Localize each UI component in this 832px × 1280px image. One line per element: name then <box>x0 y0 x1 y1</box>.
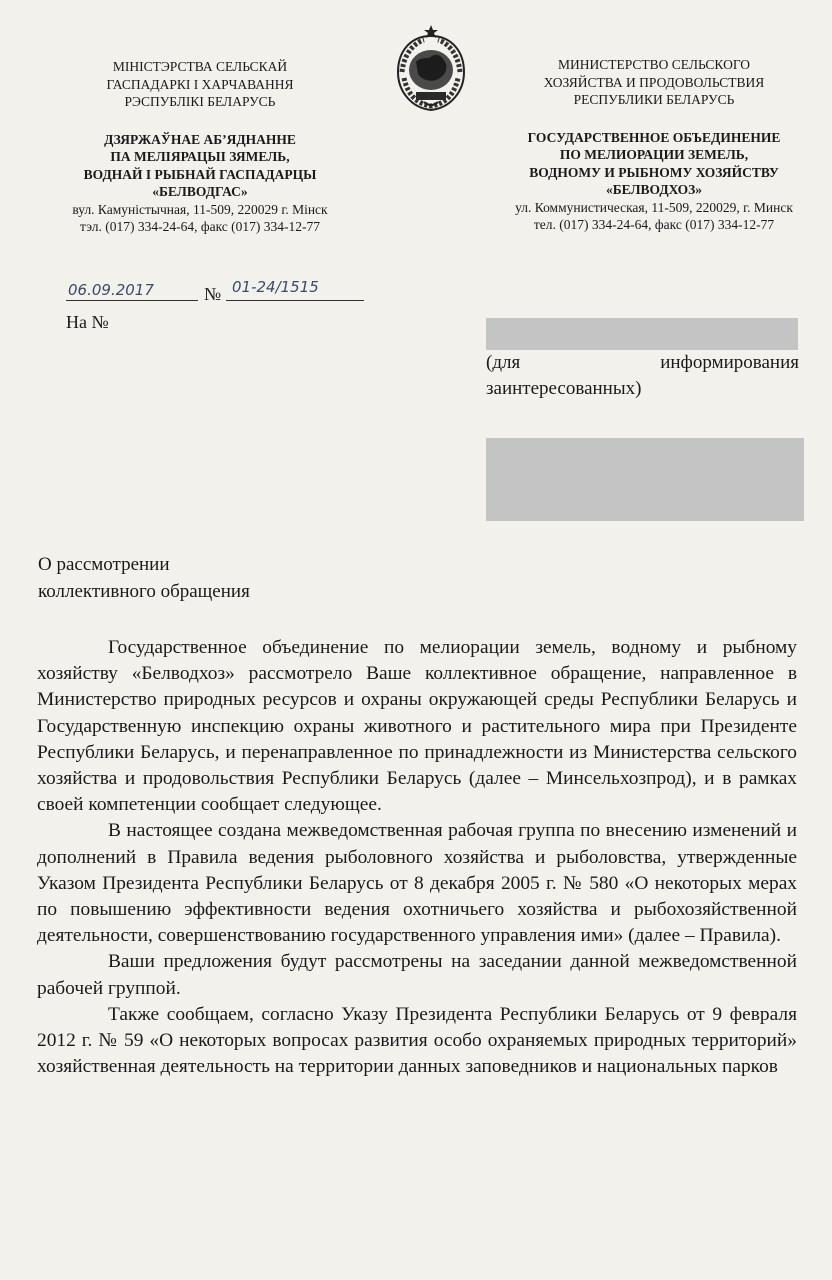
handwritten-date: 06.09.2017 <box>68 281 154 299</box>
paragraph: Ваши предложения будут рассмотрены на заседании данной межведомственной рабочей группой. <box>37 951 797 999</box>
paragraph: В настоящее создана межведомственная рабочая группа по внесению изменений и дополнений в Правила ведения рыболовного хозяйства и рыболовства, утвержденные Указом Президента Республики Беларусь от 8 декабря 2005 г. № 580 «О некоторых мерах по повышению эффективности ведения охотничьего хозяйства и рыбохозяйственной деятельности, совершенствованию государственного управления ими» (далее – Правила). <box>37 820 797 947</box>
reply-to-label: На № <box>66 312 109 332</box>
header-left <box>20 58 380 236</box>
ministry-name-ru: МИНИСТЕРСТВО СЕЛЬСКОГО ХОЗЯЙСТВА И ПРОДОВОЛЬСТВИЯ РЕСПУБЛИКИ БЕЛАРУСЬ <box>543 57 765 107</box>
handwritten-number: 01-24/1515 <box>232 278 319 296</box>
organization-name-by: ДЗЯРЖАЎНАЕ АБ’ЯДНАННЕ ПА МЕЛІЯРАЦЫІ ЗЯМЕЛЬ, ВОДНАЙ І РЫБНАЙ ГАСПАДАРЦЫ «БЕЛВОДГАС» <box>83 131 317 199</box>
registration-line <box>66 278 366 306</box>
state-emblem-icon <box>388 22 474 114</box>
organization-name-ru: ГОСУДАРСТВЕННОЕ ОБЪЕДИНЕНИЕ ПО МЕЛИОРАЦИИ ЗЕМЕЛЬ, ВОДНОМУ И РЫБНОМУ ХОЗЯЙСТВУ «БЕЛВОДХОЗ» <box>527 129 781 197</box>
addressee-note: (для информирования заинтересованных) <box>486 352 799 399</box>
date-underline <box>66 300 198 301</box>
letter-body <box>37 635 797 1080</box>
redacted-addressee-2 <box>486 438 804 521</box>
ministry-name-by: МІНІСТЭРСТВА СЕЛЬСКАЙ ГАСПАДАРКІ І ХАРЧАВАННЯ РЭСПУБЛІКІ БЕЛАРУСЬ <box>106 59 294 109</box>
header-right <box>478 56 830 234</box>
number-underline <box>226 300 364 301</box>
phone-ru: тел. (017) 334-24-64, факс (017) 334-12-77 <box>533 217 775 232</box>
paragraph: Также сообщаем, согласно Указу Президента Республики Беларусь от 9 февраля 2012 г. № 59 «О некоторых вопросах развития особо охраняемых природных территорий» хозяйственная деятельность на территории данных заповедников и национальных парков <box>37 1003 797 1078</box>
paragraph: Государственное объединение по мелиорации земель, водному и рыбному хозяйству «Белводхоз» рассмотрело Ваше коллективное обращение, направленное в Министерство природных ресурсов и охраны окружающей среды Республики Беларусь и Государственную инспекцию охраны животного и растительного мира при Президенте Республики Беларусь, и перенаправленное по принадлежности из Министерства сельского хозяйства и продовольствия Республики Беларусь (далее – Минсельхозпрод), и в рамках своей компетенции сообщает следующее. <box>37 637 797 816</box>
letter-subject: О рассмотрении коллективного обращения <box>38 554 250 602</box>
redacted-addressee <box>486 318 798 350</box>
phone-by: тэл. (017) 334-24-64, факс (017) 334-12-77 <box>79 219 321 234</box>
address-by: вул. Камуністычная, 11-509, 220029 г. Мінск <box>72 201 328 217</box>
address-ru: ул. Коммунистическая, 11-509, 220029, г. Минск <box>515 199 793 215</box>
number-sign: № <box>204 284 222 304</box>
